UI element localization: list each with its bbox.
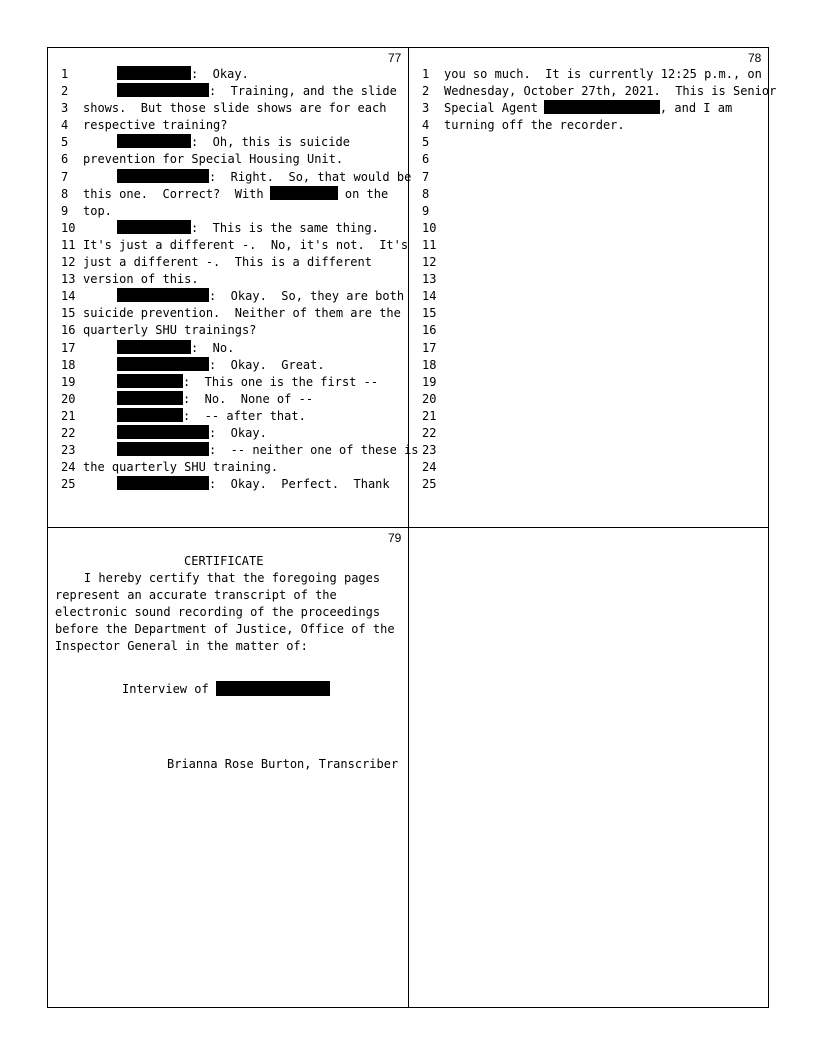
- line-number: 8: [422, 186, 430, 201]
- line-text-content: : This one is the first --: [183, 374, 379, 389]
- line-number: 20: [61, 391, 76, 406]
- transcript-line: [422, 459, 767, 476]
- line-text-content: respective training?: [83, 118, 228, 133]
- line-text-content: : Okay. So, they are both: [209, 289, 405, 304]
- transcript-line: [61, 459, 406, 476]
- line-number: 19: [422, 374, 437, 389]
- transcript-line: [61, 391, 406, 408]
- line-number: 8: [61, 186, 69, 201]
- transcript-line: [61, 340, 406, 357]
- line-number: 11: [61, 237, 76, 252]
- line-text: [83, 100, 386, 117]
- line-text: [444, 100, 732, 117]
- line-text-content: this one. Correct? With: [83, 186, 264, 201]
- line-text: [117, 408, 306, 425]
- line-text-content: just a different -. This is a different: [83, 255, 372, 270]
- line-text: [83, 322, 256, 339]
- line-number: 24: [61, 460, 76, 475]
- line-number: 4: [61, 118, 69, 133]
- line-number: 7: [422, 169, 430, 184]
- line-text-content: : Oh, this is suicide: [191, 135, 350, 150]
- speaker-redaction: [117, 425, 209, 439]
- speaker-redaction: [117, 391, 183, 405]
- line-number: 3: [61, 101, 69, 116]
- line-number: 24: [422, 460, 437, 475]
- speaker-redaction: [117, 442, 209, 456]
- line-number: 12: [422, 255, 437, 270]
- line-number: 25: [422, 477, 437, 492]
- line-number: 22: [61, 425, 76, 440]
- line-text: [117, 169, 411, 186]
- transcript-line: [422, 374, 767, 391]
- transcript-line: [422, 476, 767, 493]
- line-number: 3: [422, 101, 430, 116]
- line-text-content: Wednesday, October 27th, 2021. This is Senior: [444, 84, 777, 99]
- transcript-line: [422, 408, 767, 425]
- line-text-after: on the: [337, 186, 389, 201]
- line-number: 10: [61, 220, 76, 235]
- transcript-line: [422, 220, 767, 237]
- speaker-redaction: [117, 476, 209, 490]
- line-text: [117, 66, 249, 83]
- line-text: [83, 271, 199, 288]
- transcript-line: [61, 254, 406, 271]
- line-text: [117, 425, 267, 442]
- line-text-content: : Okay. Great.: [209, 357, 325, 372]
- line-number: 16: [422, 323, 437, 338]
- line-number: 21: [61, 408, 76, 423]
- line-text-content: : Okay. Perfect. Thank: [209, 477, 390, 492]
- line-number: 1: [422, 67, 430, 81]
- transcript-line: [422, 425, 767, 442]
- transcript-line: [61, 425, 406, 442]
- line-text-content: you so much. It is currently 12:25 p.m., on: [444, 67, 762, 81]
- line-number: 15: [61, 306, 76, 321]
- line-number: 5: [422, 135, 430, 150]
- line-number: 13: [61, 272, 76, 287]
- line-number: 2: [61, 84, 69, 99]
- speaker-redaction: [117, 66, 191, 80]
- line-number: 20: [422, 391, 437, 406]
- line-text: [117, 391, 313, 408]
- transcript-line: [61, 322, 406, 339]
- name-redaction: [270, 186, 338, 200]
- speaker-redaction: [117, 220, 191, 234]
- line-number: 17: [61, 340, 76, 355]
- line-text: [444, 83, 776, 100]
- line-text: [117, 134, 350, 151]
- line-text: [83, 305, 401, 322]
- transcript-line: [61, 134, 406, 151]
- transcript-line: [422, 271, 767, 288]
- name-redaction: [544, 100, 660, 114]
- line-text-content: version of this.: [83, 272, 199, 287]
- page-number-79: 79: [388, 531, 402, 545]
- line-text: [83, 117, 228, 134]
- transcript-line: [422, 391, 767, 408]
- speaker-redaction: [117, 374, 183, 388]
- line-text-content: : Right. So, that would be: [209, 169, 412, 184]
- interview-line: [122, 681, 330, 698]
- line-number: 9: [61, 203, 69, 218]
- transcript-line: [61, 374, 406, 391]
- line-text-content: : Okay.: [209, 425, 267, 440]
- line-text-content: turning off the recorder.: [444, 118, 625, 133]
- transcript-line: [422, 117, 767, 134]
- speaker-redaction: [117, 83, 209, 97]
- transcript-line: [422, 134, 767, 151]
- line-number: 14: [422, 289, 437, 304]
- line-number: 4: [422, 118, 430, 133]
- line-number: 13: [422, 272, 437, 287]
- line-number: 6: [422, 152, 430, 167]
- line-number: 2: [422, 84, 430, 99]
- transcript-line: [61, 288, 406, 305]
- transcript-line: [61, 305, 406, 322]
- line-text: [83, 254, 372, 271]
- line-number: 12: [61, 255, 76, 270]
- line-text: [444, 66, 762, 83]
- line-number: 18: [422, 357, 437, 372]
- line-text: [117, 83, 397, 100]
- line-text: [83, 203, 112, 220]
- speaker-redaction: [117, 408, 183, 422]
- transcript-line: [422, 66, 767, 83]
- speaker-redaction: [117, 357, 209, 371]
- transcriber-signature: Brianna Rose Burton, Transcriber: [167, 757, 399, 771]
- transcript-line: [422, 203, 767, 220]
- line-text: [117, 476, 390, 493]
- line-text: [117, 220, 379, 237]
- speaker-redaction: [117, 340, 191, 354]
- line-text-content: : Training, and the slide: [209, 84, 397, 99]
- speaker-redaction: [117, 288, 209, 302]
- line-text: [117, 374, 378, 391]
- line-number: 19: [61, 374, 76, 389]
- line-text: [117, 340, 234, 357]
- transcript-line: [61, 186, 406, 203]
- transcript-line: [61, 117, 406, 134]
- transcript-line: [422, 151, 767, 168]
- line-text: [444, 117, 625, 134]
- line-text-after: , and I am: [659, 101, 733, 116]
- line-number: 17: [422, 340, 437, 355]
- line-text-content: suicide prevention. Neither of them are the: [83, 306, 401, 321]
- line-text: [117, 442, 419, 459]
- transcript-line: [422, 169, 767, 186]
- line-number: 6: [61, 152, 69, 167]
- transcript-line: [61, 83, 406, 100]
- line-text-content: prevention for Special Housing Unit.: [83, 152, 344, 167]
- page-78-lines: [422, 66, 777, 493]
- transcript-line: [422, 340, 767, 357]
- transcript-line: [422, 357, 767, 374]
- line-text-content: shows. But those slide shows are for each: [83, 101, 387, 116]
- transcript-line: [422, 100, 767, 117]
- line-text: [83, 459, 278, 476]
- transcript-line: [61, 357, 406, 374]
- interview-label: Interview of: [122, 682, 216, 696]
- transcript-line: [61, 151, 406, 168]
- page-77-lines: [61, 66, 419, 493]
- transcript-line: [422, 305, 767, 322]
- transcript-line: [422, 186, 767, 203]
- line-text: [117, 288, 404, 305]
- line-number: 18: [61, 357, 76, 372]
- transcript-line: [61, 203, 406, 220]
- line-number: 9: [422, 203, 430, 218]
- line-text: [83, 237, 408, 254]
- line-number: 25: [61, 477, 76, 492]
- transcript-line: [61, 237, 409, 254]
- line-number: 23: [422, 443, 437, 458]
- transcript-line: [61, 100, 406, 117]
- line-number: 16: [61, 323, 76, 338]
- certificate-body: I hereby certify that the foregoing pages represent an accurate transcript of the electronic sound recording of the proceedings before the Department of Justice, Office of the Inspector General in the matter of:: [55, 571, 395, 654]
- line-text-content: : This is the same thing.: [191, 220, 379, 235]
- line-text-content: : -- neither one of these is: [209, 443, 419, 458]
- transcript-line: [422, 288, 767, 305]
- transcript-line: [61, 169, 412, 186]
- certificate-title: CERTIFICATE: [184, 554, 264, 568]
- line-number: 21: [422, 408, 437, 423]
- line-text: [83, 186, 388, 203]
- line-text-content: : No. None of --: [183, 391, 314, 406]
- row-divider: [47, 527, 769, 528]
- page-number-77: 77: [388, 51, 402, 65]
- line-text-content: : Okay.: [191, 67, 249, 81]
- transcript-line: [61, 271, 406, 288]
- line-text-content: Special Agent: [444, 101, 538, 116]
- line-text-content: the quarterly SHU training.: [83, 460, 279, 475]
- transcript-line: [422, 83, 777, 100]
- line-text-content: top.: [83, 203, 112, 218]
- line-number: 23: [61, 443, 76, 458]
- transcript-line: [422, 237, 767, 254]
- transcript-line: [422, 254, 767, 271]
- line-number: 15: [422, 306, 437, 321]
- line-number: 1: [61, 67, 69, 81]
- line-number: 11: [422, 237, 437, 252]
- line-text-content: It's just a different -. No, it's not. It's: [83, 237, 409, 252]
- line-text-content: : -- after that.: [183, 408, 306, 423]
- transcript-line: [61, 408, 406, 425]
- line-text-content: quarterly SHU trainings?: [83, 323, 257, 338]
- line-number: 10: [422, 220, 437, 235]
- transcript-line: [61, 66, 406, 83]
- line-text-content: : No.: [191, 340, 235, 355]
- transcript-line: [61, 442, 419, 459]
- line-text: [117, 357, 325, 374]
- transcript-line: [61, 220, 406, 237]
- page-number-78: 78: [748, 51, 762, 65]
- line-number: 7: [61, 169, 69, 184]
- line-number: 14: [61, 289, 76, 304]
- line-number: 5: [61, 135, 69, 150]
- speaker-redaction: [117, 169, 209, 183]
- transcript-line: [61, 476, 406, 493]
- redaction-box: [216, 681, 330, 696]
- line-number: 22: [422, 425, 437, 440]
- transcript-line: [422, 322, 767, 339]
- speaker-redaction: [117, 134, 191, 148]
- line-text: [83, 151, 343, 168]
- transcript-line: [422, 442, 767, 459]
